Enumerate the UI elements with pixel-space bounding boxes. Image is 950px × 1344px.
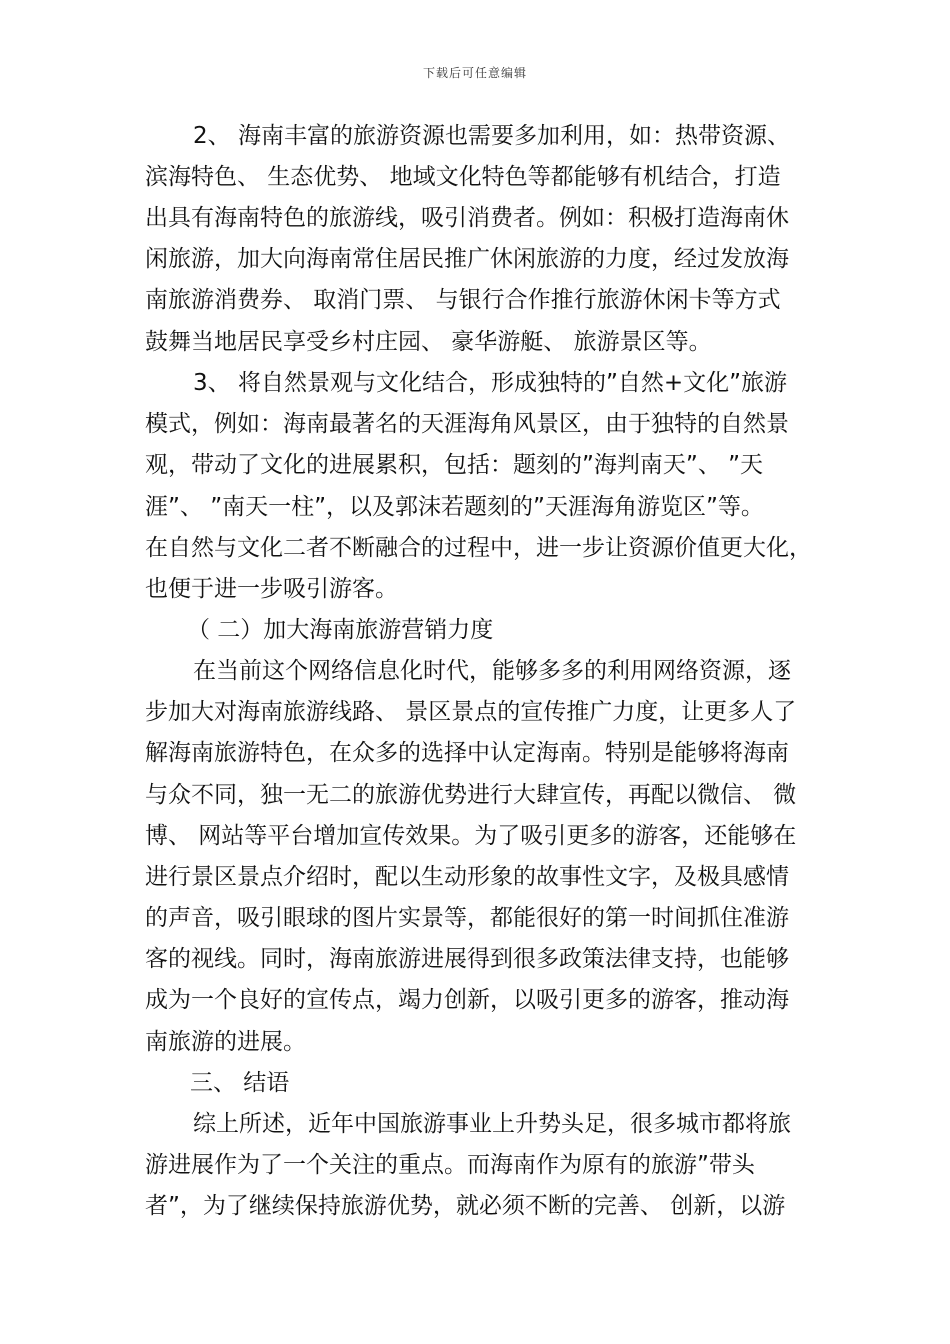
- text-line: 南旅游消费券、 取消门票、 与银行合作推行旅游休闲卡等方式: [145, 287, 781, 313]
- text-line: 观，带动了文化的进展累积，包括：题刻的”海判南天”、 ”天: [145, 452, 764, 478]
- text-line: 涯”、 ”南天一柱”，以及郭沫若题刻的”天涯海角游览区”等。: [145, 494, 764, 520]
- text-line: 2、 海南丰富的旅游资源也需要多加利用，如：热带资源、: [193, 123, 790, 149]
- text-line: 进行景区景点介绍时，配以生动形象的故事性文字，及极具感情: [145, 864, 789, 890]
- text-line: 博、 网站等平台增加宣传效果。为了吸引更多的游客，还能够在: [145, 823, 797, 849]
- text-line: 综上所述，近年中国旅游事业上升势头足，很多城市都将旅: [193, 1111, 791, 1137]
- text-line: 在当前这个网络信息化时代，能够多多的利用网络资源，逐: [193, 658, 791, 684]
- text-line: 滨海特色、 生态优势、 地域文化特色等都能够有机结合，打造: [145, 164, 781, 190]
- text-line: 也便于进一步吸引游客。: [145, 576, 398, 602]
- text-line: 模式，例如：海南最著名的天涯海角风景区，由于独特的自然景: [145, 411, 789, 437]
- text-line: 成为一个良好的宣传点，竭力创新，以吸引更多的游客，推动海: [145, 987, 789, 1013]
- text-line: 在自然与文化二者不断融合的过程中，进一步让资源价值更大化，: [145, 535, 812, 561]
- page-header: 下载后可任意编辑: [422, 66, 527, 80]
- text-line: 解海南旅游特色，在众多的选择中认定海南。特别是能够将海南: [145, 740, 789, 766]
- section-heading: 三、 结语: [190, 1070, 290, 1096]
- text-line: 者”，为了继续保持旅游优势，就必须不断的完善、 创新，以游: [145, 1193, 786, 1219]
- text-line: 出具有海南特色的旅游线，吸引消费者。例如：积极打造海南休: [145, 205, 789, 231]
- text-line: 南旅游的进展。: [145, 1029, 306, 1055]
- text-line: 鼓舞当地居民享受乡村庄园、 豪华游艇、 旅游景区等。: [145, 329, 712, 355]
- text-line: 游进展作为了一个关注的重点。而海南作为原有的旅游”带头: [145, 1152, 755, 1178]
- text-line: 与众不同，独一无二的旅游优势进行大肆宣传，再配以微信、 微: [145, 782, 797, 808]
- text-line: 步加大对海南旅游线路、 景区景点的宣传推广力度，让更多人了: [145, 699, 797, 725]
- text-line: 的声音，吸引眼球的图片实景等，都能很好的第一时间抓住准游: [145, 905, 789, 931]
- text-line: 闲旅游，加大向海南常住居民推广休闲旅游的力度，经过发放海: [145, 246, 789, 272]
- text-line: 3、 将自然景观与文化结合，形成独特的”自然+文化”旅游: [193, 370, 788, 396]
- text-line: 客的视线。同时，海南旅游进展得到很多政策法律支持，也能够: [145, 946, 789, 972]
- section-heading: （ 二）加大海南旅游营销力度: [187, 617, 494, 643]
